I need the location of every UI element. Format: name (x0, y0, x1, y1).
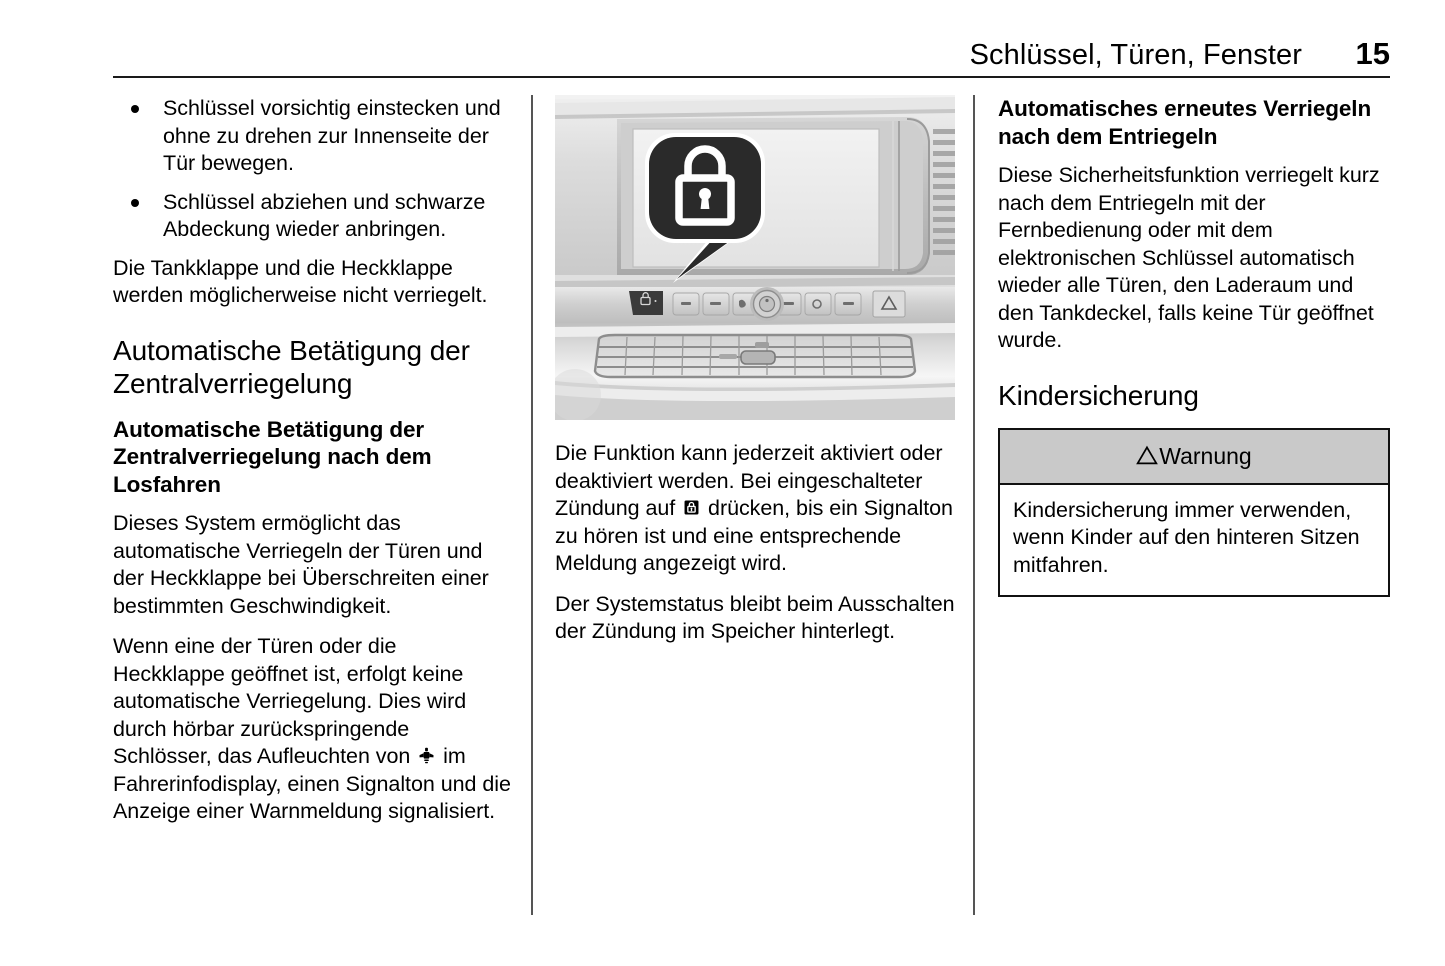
page-header (113, 36, 1390, 78)
padlock-icon (682, 498, 701, 517)
warning-body (1000, 485, 1388, 596)
warning-triangle-icon (1136, 445, 1158, 465)
bullet-dot-icon (131, 105, 139, 113)
list-item (113, 189, 513, 244)
paragraph-funktion-aktivieren (555, 440, 955, 578)
page-title: Schlüssel, Türen, Fenster (969, 39, 1302, 71)
warning-header (1000, 430, 1388, 485)
column-divider-right (973, 95, 975, 915)
subheading-automatisches-erneutes-verriegeln: Automatisches erneutes Verriegeln nach dem Entriegeln (998, 96, 1372, 149)
column-center (555, 95, 955, 659)
subheading-nach-dem-losfahren: Automatische Betätigung der Zentralverriegelung nach dem Losfahren (113, 416, 432, 497)
list-item-text: Schlüssel vorsichtig einstecken und ohne zu drehen zur Innenseite der Tür bewegen. (163, 96, 501, 175)
warning-body-text: Kindersicherung immer verwenden, wenn Kinder auf den hinteren Sitzen mitfahren. (1013, 497, 1360, 577)
paragraph-tankklappe: Die Tankklappe und die Heckklappe werden möglicherweise nicht verriegelt. (113, 255, 488, 307)
dashboard-figure-svg (555, 95, 955, 420)
heading-kindersicherung: Kindersicherung (998, 379, 1199, 411)
warning-title: Warnung (1159, 442, 1252, 469)
column-divider-left (531, 95, 533, 915)
header-row (113, 36, 1390, 76)
paragraph-text-part-2: im Fahrerinfodisplay, einen Signalton und die Anzeige einer Warnmeldung signalisiert. (113, 744, 511, 823)
paragraph-tuer-geoeffnet (113, 633, 513, 826)
paragraph-text-part-1: Wenn eine der Türen oder die Heckklappe geöffnet ist, erfolgt keine automatische Verriegelung. Dies wird durch hörbar zurückspringende Schlösser, das Aufleuchten von (113, 634, 467, 768)
list-item-text: Schlüssel abziehen und schwarze Abdeckung wieder anbringen. (163, 189, 486, 241)
paragraph-system-beschreibung: Dieses System ermöglicht das automatische Verriegeln der Türen und der Heckklappe bei Überschreiten einer bestimmten Geschwindigkeit. (113, 511, 489, 618)
header-rule (113, 76, 1390, 78)
open-doors-warning-icon (417, 746, 436, 765)
instruction-bullet-list (113, 95, 513, 244)
page-number: 15 (1355, 36, 1390, 71)
paragraph-text-part-2: drücken, bis ein Signalton zu hören ist und eine entsprechende Meldung angezeigt wird. (555, 496, 953, 575)
dashboard-central-locking-button-illustration (555, 95, 955, 420)
column-left (113, 95, 513, 839)
paragraph-sicherheitsfunktion: Diese Sicherheitsfunktion verriegelt kurz nach dem Entriegeln mit der Fernbedienung oder mit dem elektronischen Schlüssel automatisch wieder alle Türen, den Laderaum und den Tankdeckel, falls keine Tür geöffnet wurde. (998, 163, 1380, 352)
paragraph-systemstatus: Der Systemstatus bleibt beim Ausschalten der Zündung im Speicher hinterlegt. (555, 591, 955, 643)
content-columns (0, 95, 1445, 925)
paragraph-text-part-1: Die Funktion kann jederzeit aktiviert oder deaktiviert werden. Bei eingeschalteter Zündung auf (555, 441, 943, 520)
column-right (998, 95, 1393, 597)
bullet-dot-icon (131, 199, 139, 207)
heading-automatische-betaetigung: Automatische Betätigung der Zentralverriegelung (113, 334, 470, 399)
warning-box (998, 428, 1390, 598)
list-item (113, 95, 513, 178)
